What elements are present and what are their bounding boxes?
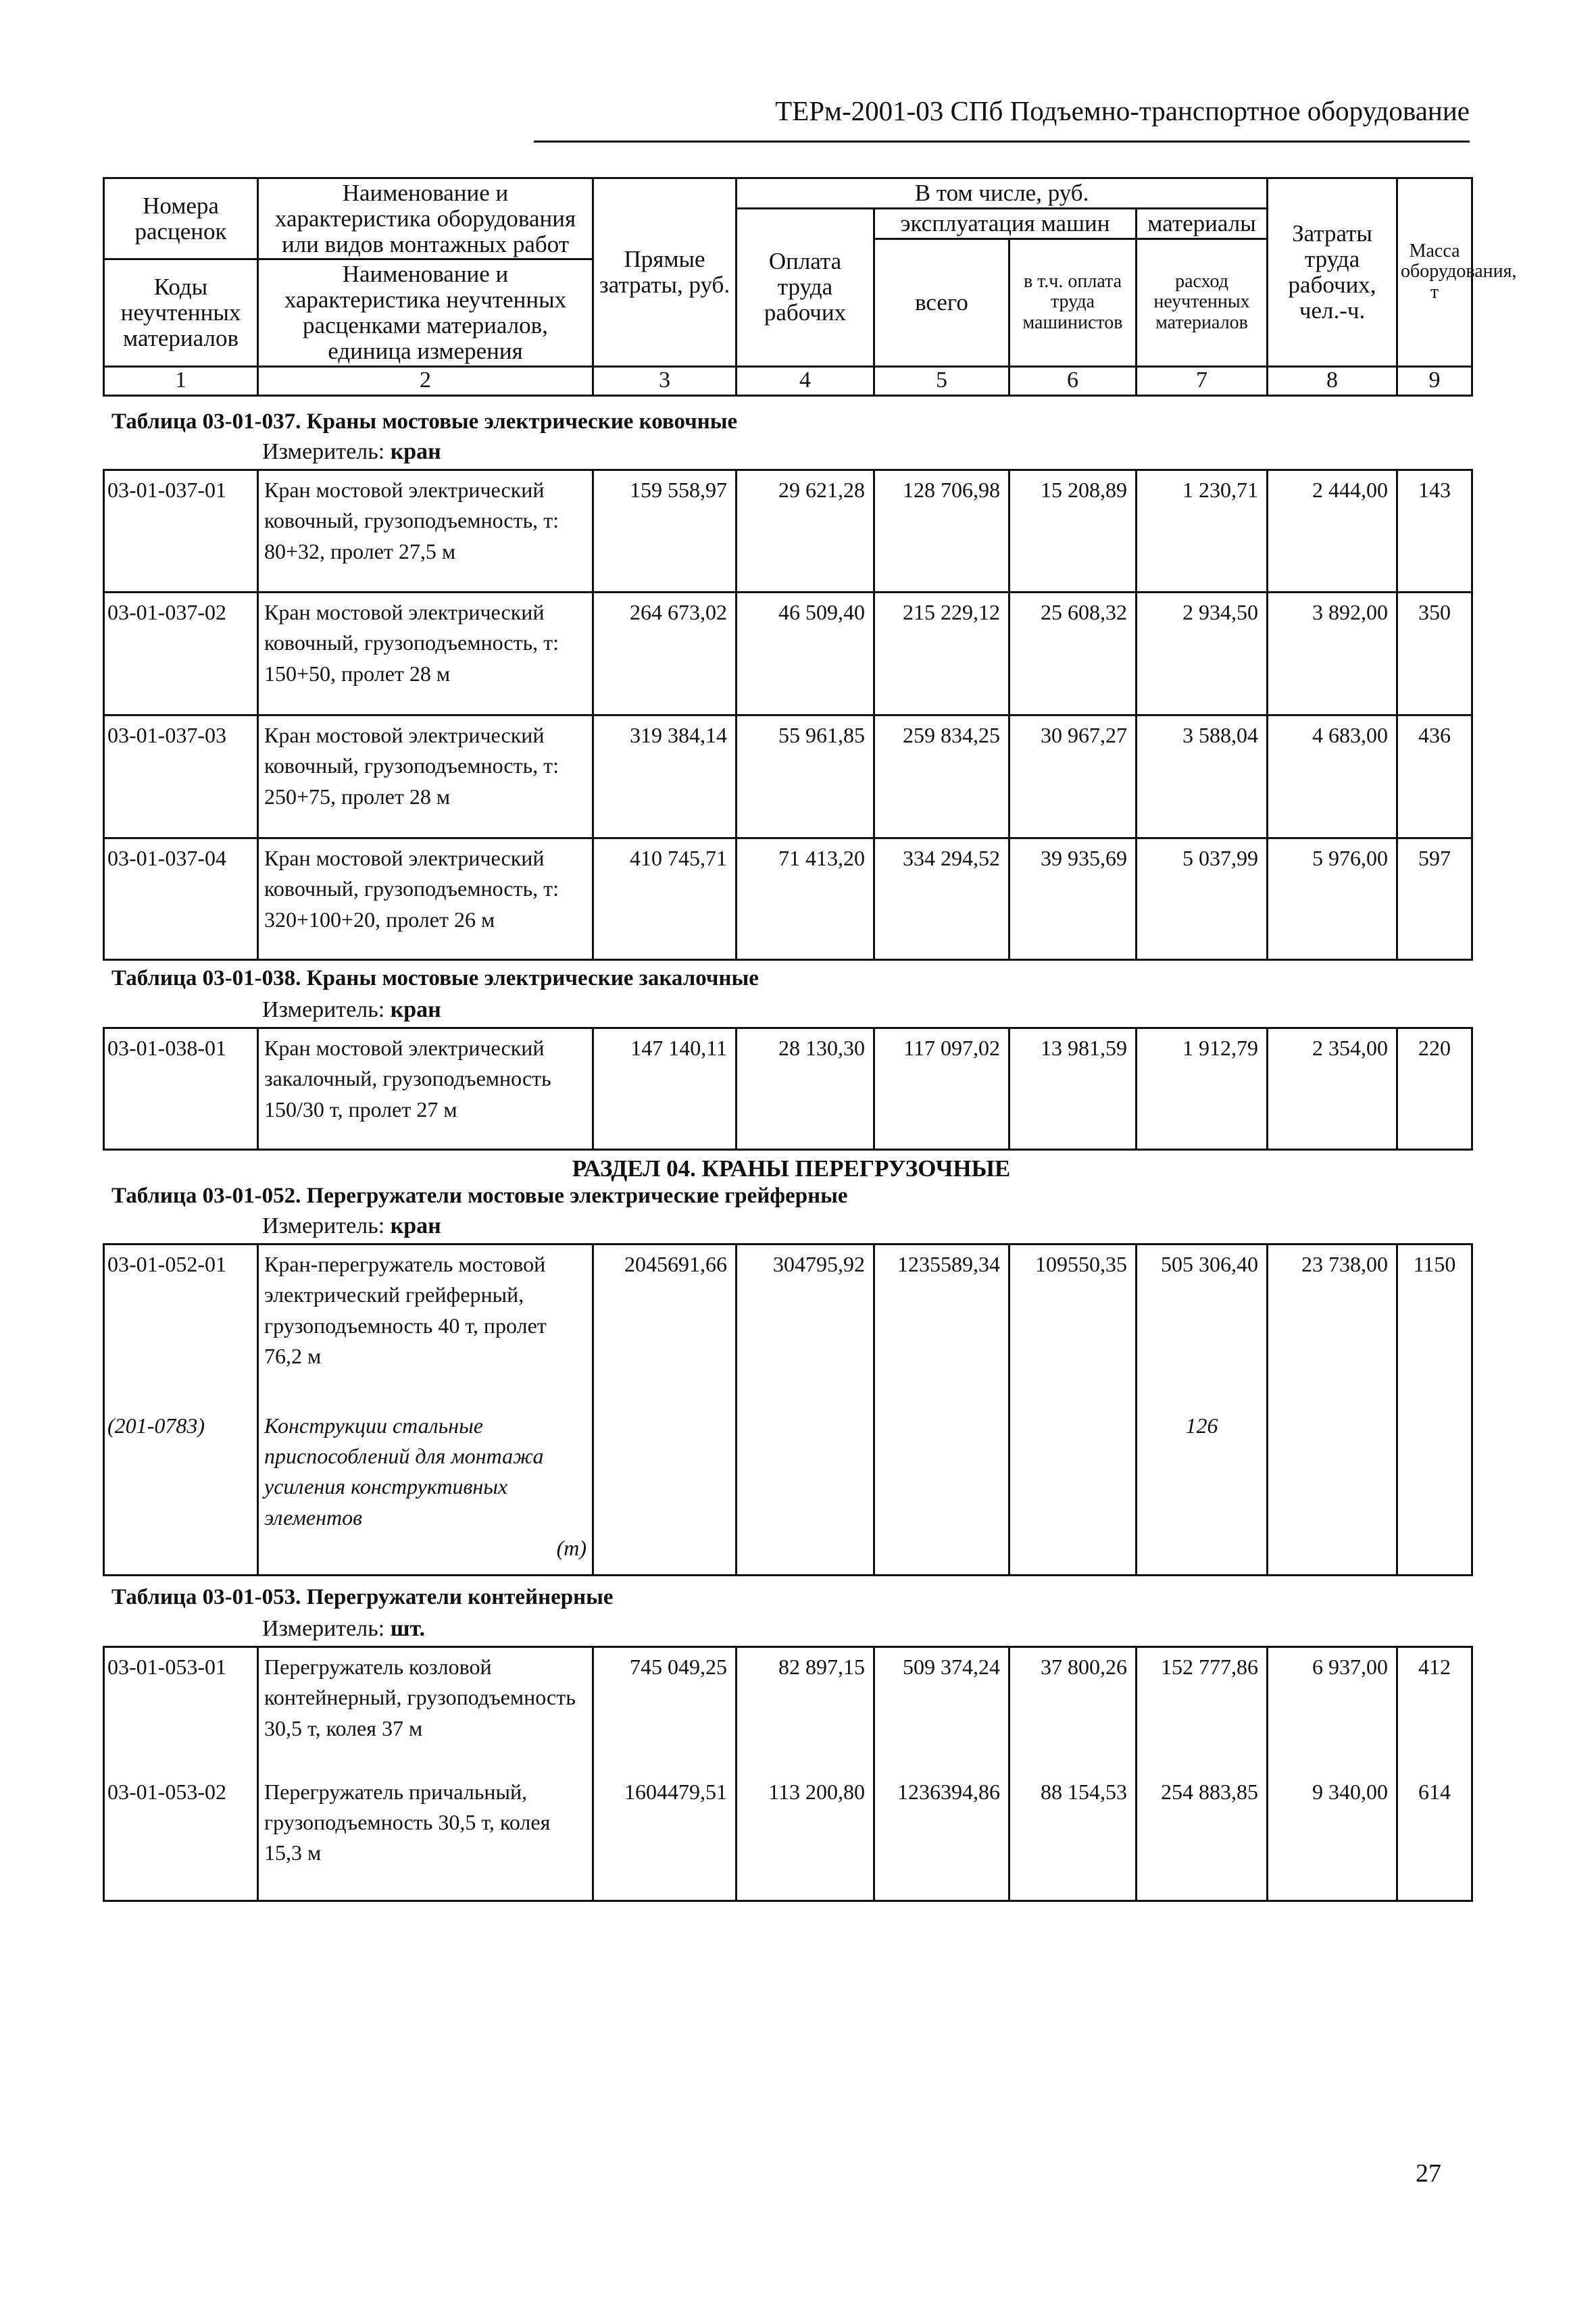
header-labor-pay: Оплата труда рабочих (737, 208, 874, 366)
machines-total: 334 294,52 (874, 838, 1009, 960)
direct-costs: 745 049,25 (593, 1647, 737, 1773)
direct-costs: 319 384,14 (593, 715, 737, 838)
rate-code: 03-01-053-01 (104, 1647, 258, 1773)
item-name: Кран-перегружатель мостовой электрический грейферный, грузоподъемность 40 т, пролет 76,2 м (258, 1244, 593, 1407)
page-number: 27 (1416, 2159, 1441, 2188)
item-name: Кран мостовой электрический ковочный, грузоподъемность, т: 150+50, пролет 28 м (258, 593, 593, 715)
machines-total: 1235589,34 (874, 1244, 1009, 1407)
material-code: (201-0783) (104, 1407, 258, 1576)
column-number: 3 (593, 366, 737, 395)
labor-hours: 2 354,00 (1268, 1028, 1397, 1150)
item-name: Перегружатель причальный, грузоподъемность 30,5 т, колея 15,3 м (258, 1773, 593, 1901)
running-head: ТЕРм-2001-03 СПб Подъемно-транспортное оборудование (775, 95, 1470, 126)
direct-costs: 410 745,71 (593, 838, 737, 960)
machines-total: 128 706,98 (874, 470, 1009, 593)
header-material-name: Наименование и характеристика неучтенных расценками материалов, единица измерения (258, 259, 593, 366)
machines-total: 215 229,12 (874, 593, 1009, 715)
rate-code: 03-01-052-01 (104, 1244, 258, 1407)
column-number: 8 (1268, 366, 1397, 395)
header-including: В том числе, руб. (737, 178, 1268, 209)
machinist-pay: 88 154,53 (1009, 1773, 1137, 1901)
machines-total: 259 834,25 (874, 715, 1009, 838)
rate-code: 03-01-037-02 (104, 593, 258, 715)
table-row (104, 1028, 1472, 1150)
table-053-meter: Измеритель: шт. (262, 1616, 426, 1641)
rate-code: 03-01-038-01 (104, 1028, 258, 1150)
header-machines-total: всего (874, 238, 1009, 366)
machinist-pay: 15 208,89 (1009, 470, 1137, 593)
running-head-rule (534, 141, 1470, 143)
material-name: Конструкции стальные приспособлений для монтажа усиления конструктивных элементов (264, 1413, 544, 1530)
machinist-pay: 37 800,26 (1009, 1647, 1137, 1773)
direct-costs: 1604479,51 (593, 1773, 737, 1901)
labor-pay: 29 621,28 (737, 470, 874, 593)
labor-pay: 113 200,80 (737, 1773, 874, 1901)
table-037 (103, 469, 1473, 961)
table-038-meter: Измеритель: кран (262, 997, 441, 1022)
equipment-mass: 220 (1397, 1028, 1472, 1150)
rate-code: 03-01-037-03 (104, 715, 258, 838)
machinist-pay: 109550,35 (1009, 1244, 1137, 1407)
header-material-codes: Коды неучтенных материалов (104, 259, 258, 366)
table-052-meter: Измеритель: кран (262, 1213, 441, 1238)
machines-total: 117 097,02 (874, 1028, 1009, 1150)
column-number: 5 (874, 366, 1009, 395)
direct-costs: 264 673,02 (593, 593, 737, 715)
material-consumption: 126 (1137, 1407, 1268, 1576)
column-number: 6 (1009, 366, 1137, 395)
header-machines: эксплуатация машин (874, 208, 1137, 238)
equipment-mass: 412 (1397, 1647, 1472, 1773)
rate-code: 03-01-037-01 (104, 470, 258, 593)
table-052-title: Таблица 03-01-052. Перегружатели мостовые электрические грейферные (111, 1184, 848, 1208)
column-header-table (103, 177, 1517, 397)
labor-pay: 71 413,20 (737, 838, 874, 960)
materials-cost: 1 230,71 (1137, 470, 1268, 593)
item-name: Кран мостовой электрический ковочный, грузоподъемность, т: 320+100+20, пролет 26 м (258, 838, 593, 960)
column-number: 2 (258, 366, 593, 395)
table-row (104, 715, 1472, 838)
equipment-mass: 436 (1397, 715, 1472, 838)
labor-pay: 55 961,85 (737, 715, 874, 838)
material-unit: (т) (556, 1536, 587, 1561)
header-rate-number: Номера расценок (104, 178, 258, 259)
materials-cost: 2 934,50 (1137, 593, 1268, 715)
header-unaccounted-materials: расход неучтенных материалов (1137, 238, 1268, 366)
equipment-mass: 350 (1397, 593, 1472, 715)
machinist-pay: 13 981,59 (1009, 1028, 1137, 1150)
column-number: 7 (1137, 366, 1268, 395)
column-number: 4 (737, 366, 874, 395)
equipment-mass: 143 (1397, 470, 1472, 593)
labor-pay: 28 130,30 (737, 1028, 874, 1150)
section-title: РАЗДЕЛ 04. КРАНЫ ПЕРЕГРУЗОЧНЫЕ (572, 1155, 1011, 1182)
machines-total: 1236394,86 (874, 1773, 1009, 1901)
table-052 (103, 1243, 1473, 1576)
column-number: 9 (1397, 366, 1472, 395)
header-materials: материалы (1137, 208, 1268, 238)
labor-pay: 82 897,15 (737, 1647, 874, 1773)
item-name: Перегружатель козловой контейнерный, грузоподъемность 30,5 т, колея 37 м (258, 1647, 593, 1773)
materials-cost: 152 777,86 (1137, 1647, 1268, 1773)
column-number: 1 (104, 366, 258, 395)
labor-hours: 9 340,00 (1268, 1773, 1397, 1901)
materials-cost: 1 912,79 (1137, 1028, 1268, 1150)
table-038 (103, 1027, 1473, 1151)
item-name: Кран мостовой электрический ковочный, грузоподъемность, т: 80+32, пролет 27,5 м (258, 470, 593, 593)
header-mass: Масса оборудования, т (1397, 178, 1472, 367)
header-direct-costs: Прямые затраты, руб. (593, 178, 737, 367)
table-row (104, 1647, 1472, 1773)
header-labor-hours: Затраты труда рабочих, чел.-ч. (1268, 178, 1397, 367)
item-name: Кран мостовой электрический закалочный, грузоподъемность 150/30 т, пролет 27 м (258, 1028, 593, 1150)
table-037-title: Таблица 03-01-037. Краны мостовые электрические ковочные (111, 409, 738, 434)
table-row (104, 470, 1472, 593)
item-name: Кран мостовой электрический ковочный, грузоподъемность, т: 250+75, пролет 28 м (258, 715, 593, 838)
machinist-pay: 30 967,27 (1009, 715, 1137, 838)
rate-code: 03-01-037-04 (104, 838, 258, 960)
direct-costs: 2045691,66 (593, 1244, 737, 1407)
machinist-pay: 25 608,32 (1009, 593, 1137, 715)
table-row (104, 1773, 1472, 1901)
direct-costs: 147 140,11 (593, 1028, 737, 1150)
materials-cost: 505 306,40 (1137, 1244, 1268, 1407)
table-038-title: Таблица 03-01-038. Краны мостовые электрические закалочные (111, 966, 759, 990)
labor-hours: 4 683,00 (1268, 715, 1397, 838)
table-row (104, 593, 1472, 715)
table-053 (103, 1646, 1473, 1902)
labor-pay: 46 509,40 (737, 593, 874, 715)
labor-hours: 23 738,00 (1268, 1244, 1397, 1407)
labor-hours: 5 976,00 (1268, 838, 1397, 960)
equipment-mass: 597 (1397, 838, 1472, 960)
table-037-meter: Измеритель: кран (262, 439, 441, 464)
materials-cost: 5 037,99 (1137, 838, 1268, 960)
equipment-mass: 1150 (1397, 1244, 1472, 1407)
table-053-title: Таблица 03-01-053. Перегружатели контейнерные (111, 1585, 614, 1609)
material-row (104, 1407, 1472, 1576)
machines-total: 509 374,24 (874, 1647, 1009, 1773)
labor-hours: 6 937,00 (1268, 1647, 1397, 1773)
table-row (104, 1244, 1472, 1407)
direct-costs: 159 558,97 (593, 470, 737, 593)
table-row (104, 838, 1472, 960)
material-name-cell (258, 1407, 593, 1576)
labor-pay: 304795,92 (737, 1244, 874, 1407)
rate-code: 03-01-053-02 (104, 1773, 258, 1901)
labor-hours: 2 444,00 (1268, 470, 1397, 593)
materials-cost: 254 883,85 (1137, 1773, 1268, 1901)
header-machinist-pay: в т.ч. оплата труда машинистов (1009, 238, 1137, 366)
machinist-pay: 39 935,69 (1009, 838, 1137, 960)
materials-cost: 3 588,04 (1137, 715, 1268, 838)
header-work-name: Наименование и характеристика оборудования или видов монтажных работ (258, 178, 593, 259)
labor-hours: 3 892,00 (1268, 593, 1397, 715)
equipment-mass: 614 (1397, 1773, 1472, 1901)
